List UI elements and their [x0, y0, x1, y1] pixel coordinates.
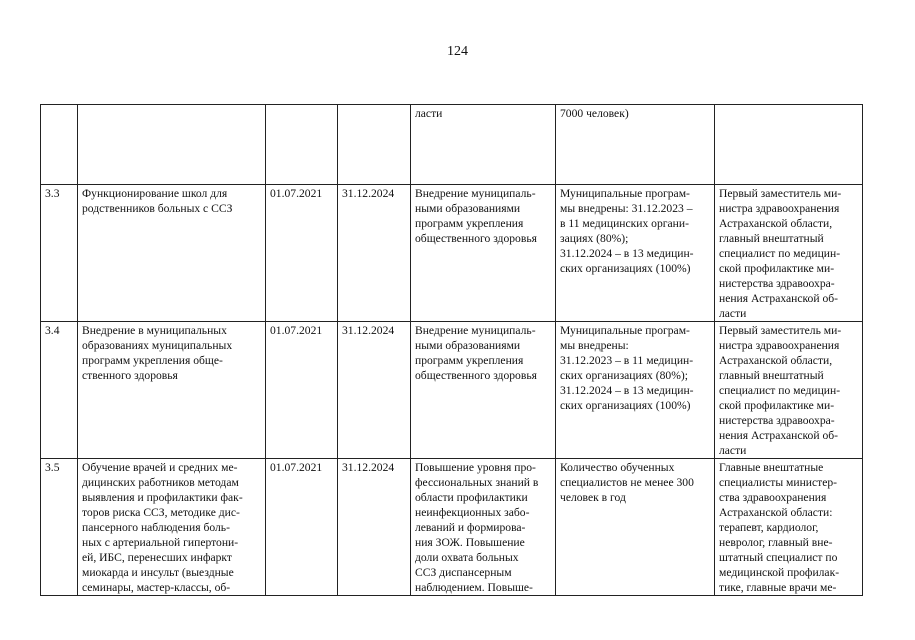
cell-start-date: 01.07.2021: [266, 185, 338, 322]
cell-result: Повышение уровня про- фессиональных знаний в области профилактики неинфекционных забо- леваний и формирова- ния ЗОЖ. Повышение доли охвата больных ССЗ диспансерным наблюдением. Повыше-: [411, 459, 556, 596]
cell-end-date: 31.12.2024: [338, 322, 411, 459]
cell-end-date: 31.12.2024: [338, 459, 411, 596]
cell-measure: Обучение врачей и средних ме- дицинских работников методам выявления и профилактики фак- торов риска ССЗ, методике дис- пансерного наблюдения боль- ных с артериальной гипертони- ей, ИБС, перенесших инфаркт миокарда и инсульт (выездные семинары, мастер-классы, об-: [78, 459, 266, 596]
cell-start-date: 01.07.2021: [266, 459, 338, 596]
cell-start-date: 01.07.2021: [266, 322, 338, 459]
cell-responsible: Главные внештатные специалисты министер- ства здравоохранения Астраханской области: терапевт, кардиолог, невролог, главный вне- штатный специалист по медицинской профилак- тике, главные врачи ме-: [715, 459, 863, 596]
cell-result: Внедрение муниципаль- ными образованиями программ укрепления общественного здоровья: [411, 322, 556, 459]
cell-measure: [78, 105, 266, 185]
table-row: [41, 105, 863, 185]
cell-result: ласти: [411, 105, 556, 185]
cell-indicator: Муниципальные програм- мы внедрены: 31.12.2023 – в 11 медицин- ских организациях (80%); 31.12.2024 – в 13 медицин- ских организациях (100%): [556, 322, 715, 459]
cell-start-date: [266, 105, 338, 185]
cell-responsible: Первый заместитель ми- нистра здравоохранения Астраханской области, главный внештатный специалист по медицин- ской профилактике ми- нистерства здравоохра- нения Астраханской об- ласти: [715, 185, 863, 322]
cell-number: 3.5: [41, 459, 78, 596]
cell-measure: Внедрение в муниципальных образованиях муниципальных программ укрепления обще- ственного здоровья: [78, 322, 266, 459]
table-row: [41, 459, 863, 596]
cell-number: 3.3: [41, 185, 78, 322]
cell-responsible: [715, 105, 863, 185]
cell-end-date: [338, 105, 411, 185]
measures-table: [40, 104, 863, 596]
cell-responsible: Первый заместитель ми- нистра здравоохранения Астраханской области, главный внештатный специалист по медицин- ской профилактике ми- нистерства здравоохра- нения Астраханской об- ласти: [715, 322, 863, 459]
cell-number: 3.4: [41, 322, 78, 459]
cell-end-date: 31.12.2024: [338, 185, 411, 322]
cell-result: Внедрение муниципаль- ными образованиями программ укрепления общественного здоровья: [411, 185, 556, 322]
cell-measure: Функционирование школ для родственников больных с ССЗ: [78, 185, 266, 322]
cell-number: [41, 105, 78, 185]
page-number: 124: [447, 44, 468, 59]
cell-indicator: Количество обученных специалистов не менее 300 человек в год: [556, 459, 715, 596]
table-row: [41, 185, 863, 322]
cell-indicator: Муниципальные програм- мы внедрены: 31.12.2023 – в 11 медицинских органи- зациях (80%); 31.12.2024 – в 13 медицин- ских организациях (100%): [556, 185, 715, 322]
table-row: [41, 322, 863, 459]
cell-indicator: 7000 человек): [556, 105, 715, 185]
